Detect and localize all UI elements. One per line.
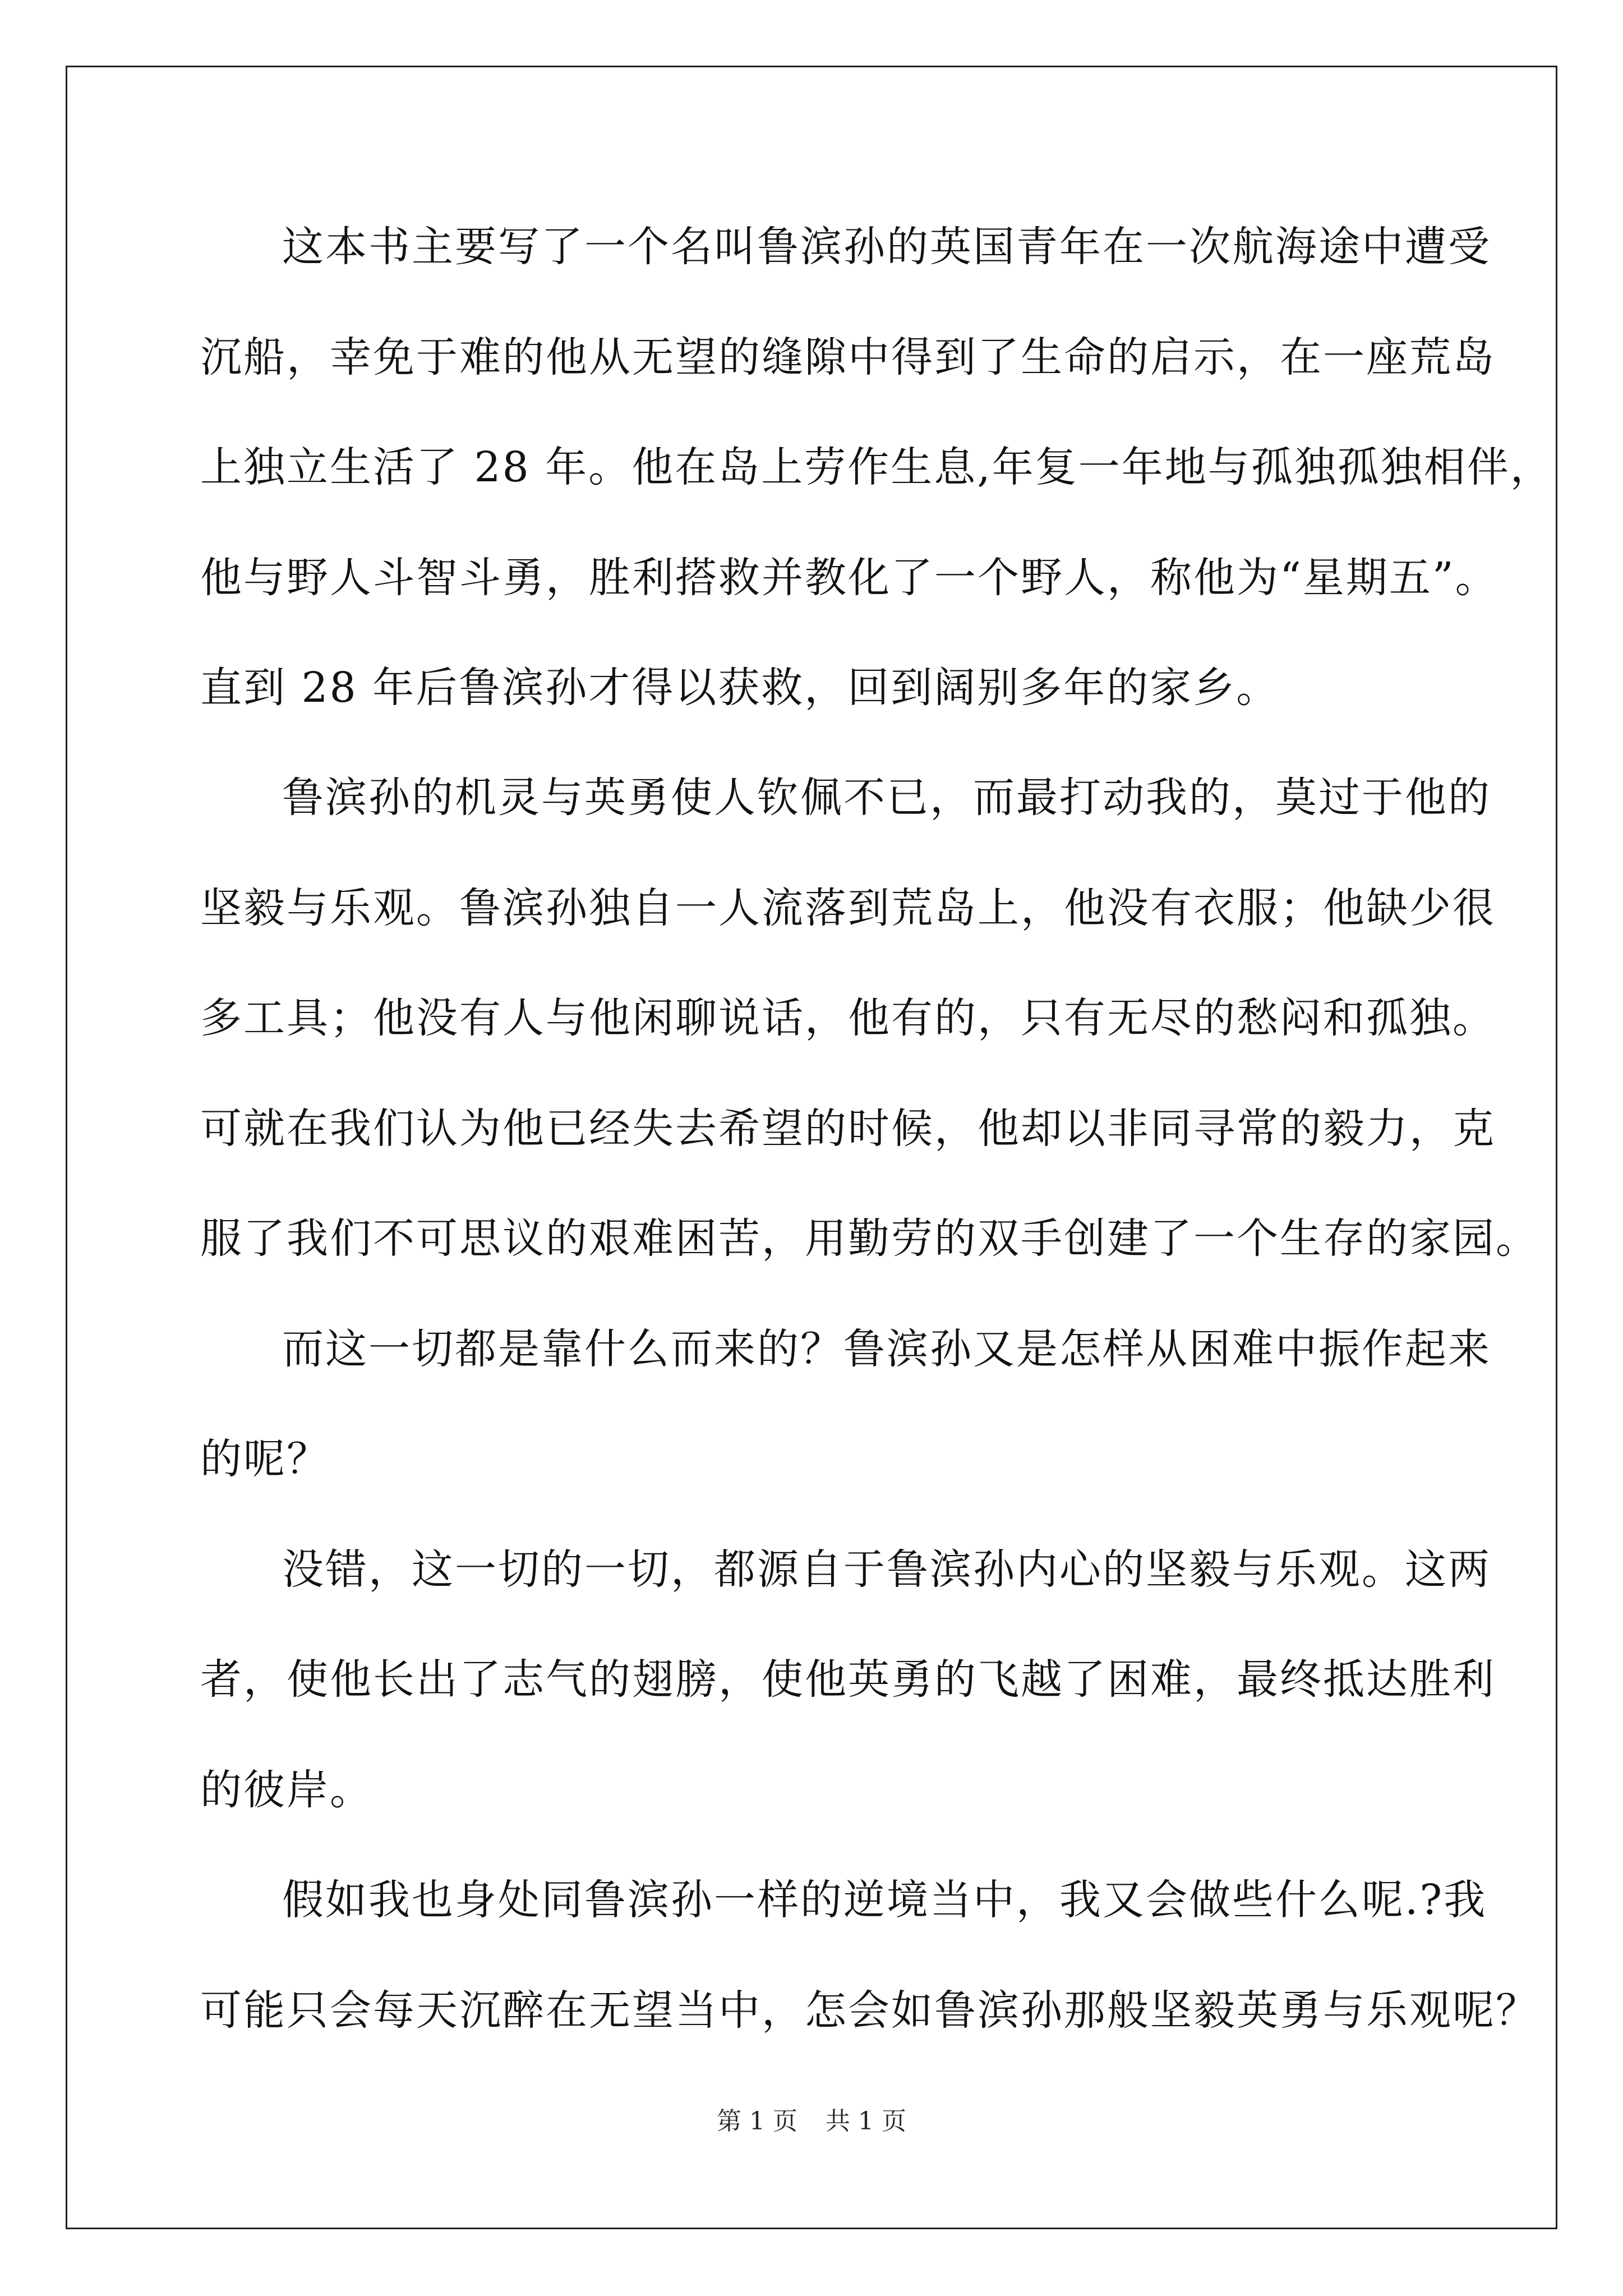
text-line: 鲁滨孙的机灵与英勇使人钦佩不已，而最打动我的，莫过于他的 — [282, 774, 1491, 822]
text-line: 没错，这一切的一切，都源自于鲁滨孙内心的坚毅与乐观。这两 — [282, 1545, 1491, 1594]
text-line: 多工具；他没有人与他闲聊说话，他有的，只有无尽的愁闷和孤独。 — [200, 994, 1496, 1042]
text-line: 可就在我们认为他已经失去希望的时候，他却以非同寻常的毅力，克 — [200, 1105, 1496, 1153]
text-line: 沉船，幸免于难的他从无望的缝隙中得到了生命的启示，在一座荒岛 — [200, 333, 1496, 381]
text-line: 他与野人斗智斗勇，胜利搭救并教化了一个野人，称他为“星期五”。 — [200, 554, 1498, 602]
text-line: 可能只会每天沉醉在无望当中，怎会如鲁滨孙那般坚毅英勇与乐观呢？ — [200, 1986, 1539, 2035]
text-line: 直到 28 年后鲁滨孙才得以获救，回到阔别多年的家乡。 — [200, 664, 1280, 712]
text-line: 这本书主要写了一个名叫鲁滨孙的英国青年在一次航海途中遭受 — [282, 223, 1491, 271]
page-total: 共 1 页 — [826, 2107, 906, 2136]
text-line: 的彼岸。 — [200, 1766, 373, 1814]
text-line: 服了我们不可思议的艰难困苦，用勤劳的双手创建了一个生存的家园。 — [200, 1214, 1539, 1263]
text-line: 的呢？ — [200, 1435, 330, 1483]
page-footer — [0, 2109, 1623, 2134]
page-number: 第 1 页 — [717, 2107, 797, 2136]
text-line: 上独立生活了 28 年。他在岛上劳作生息,年复一年地与孤独孤独相伴， — [200, 443, 1553, 491]
text-line: 者，使他长出了志气的翅膀，使他英勇的飞越了困难，最终抵达胜利 — [200, 1655, 1496, 1704]
text-line: 坚毅与乐观。鲁滨孙独自一人流落到荒岛上，他没有衣服；他缺少很 — [200, 884, 1496, 932]
text-line: 假如我也身处同鲁滨孙一样的逆境当中，我又会做些什么呢.?我 — [282, 1876, 1487, 1924]
text-line: 而这一切都是靠什么而来的？鲁滨孙又是怎样从困难中振作起来 — [282, 1325, 1491, 1373]
